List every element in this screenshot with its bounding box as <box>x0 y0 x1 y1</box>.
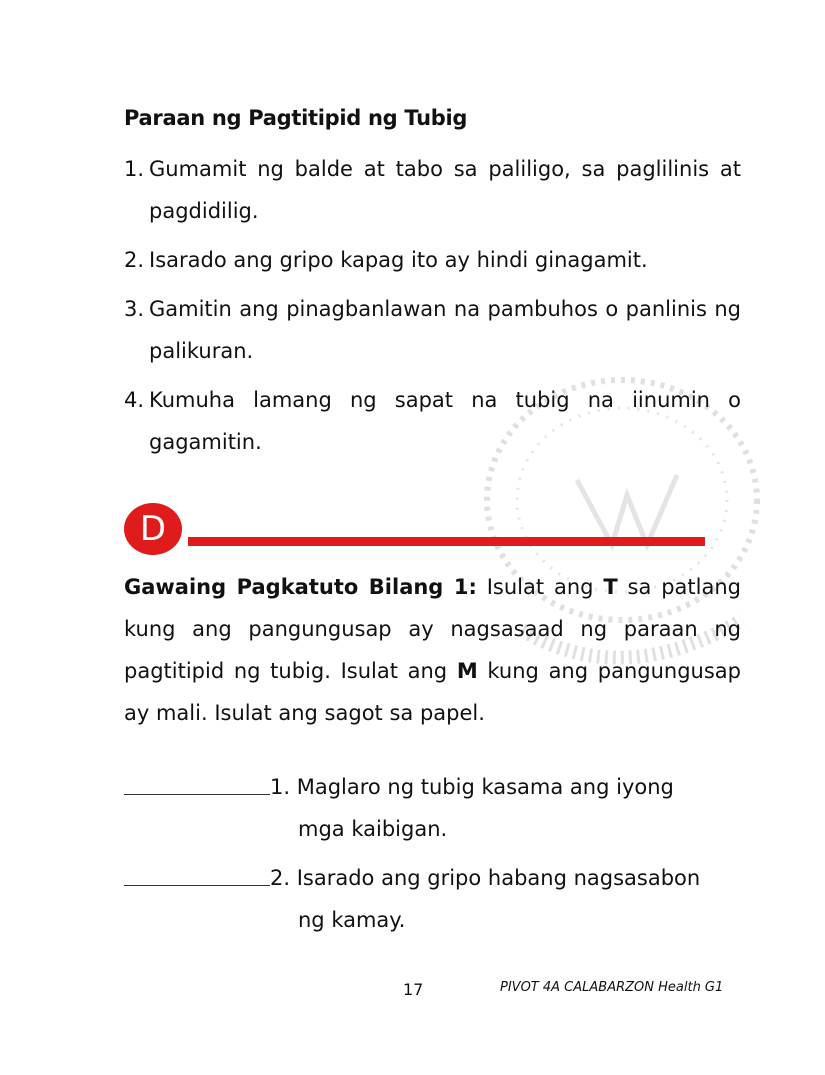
section-title: Paraan ng Pagtitipid ng Tubig <box>124 106 468 130</box>
answer-blank[interactable] <box>124 766 270 795</box>
list-item <box>124 148 741 232</box>
instruction-text-2: sa patlang kung ang pangungusap ay nagsasaad ng paraan ng pagtitipid ng tubig. Isulat ang <box>124 575 742 683</box>
step-text: Isarado ang gripo kapag ito ay hindi ginagamit. <box>149 248 648 272</box>
step-number: 2. <box>124 248 145 272</box>
list-item <box>124 379 741 463</box>
step-number: 4. <box>124 388 145 412</box>
answer-letter-t: T <box>603 575 618 599</box>
part-d-badge: D <box>124 503 182 555</box>
answer-letter-m: M <box>456 659 478 683</box>
footer-source: PIVOT 4A CALABARZON Health G1 <box>500 980 724 995</box>
instruction-text-1: Isulat ang <box>476 575 604 599</box>
step-number: 1. <box>124 157 145 181</box>
exercise-text: 1. Maglaro ng tubig kasama ang iyong <box>270 775 674 799</box>
step-text: Gumamit ng balde at tabo sa paliligo, sa paglilinis at pagdidilig. <box>149 157 741 223</box>
list-item <box>124 239 741 281</box>
page-number: 17 <box>403 980 424 999</box>
step-text: Gamitin ang pinagbanlawan na pambuhos o panlinis ng palikuran. <box>149 297 741 363</box>
list-item <box>124 288 741 372</box>
answer-blank[interactable] <box>124 857 270 886</box>
exercise-text-continued: ng kamay. <box>298 908 406 932</box>
exercise-text: 2. Isarado ang gripo habang nagsasabon <box>270 866 701 890</box>
step-text: Kumuha lamang ng sapat na tubig na iinumin o gagamitin. <box>149 388 741 454</box>
instruction-text-3: kung ang pangungusap ay mali. Isulat ang sagot sa papel. <box>124 659 741 725</box>
part-d-divider <box>188 537 705 546</box>
water-saving-steps-list <box>124 148 741 470</box>
exercise-text-continued: mga kaibigan. <box>298 817 448 841</box>
activity-instructions <box>124 566 741 734</box>
activity-label: Gawaing Pagkatuto Bilang 1: <box>124 575 477 599</box>
step-number: 3. <box>124 297 145 321</box>
